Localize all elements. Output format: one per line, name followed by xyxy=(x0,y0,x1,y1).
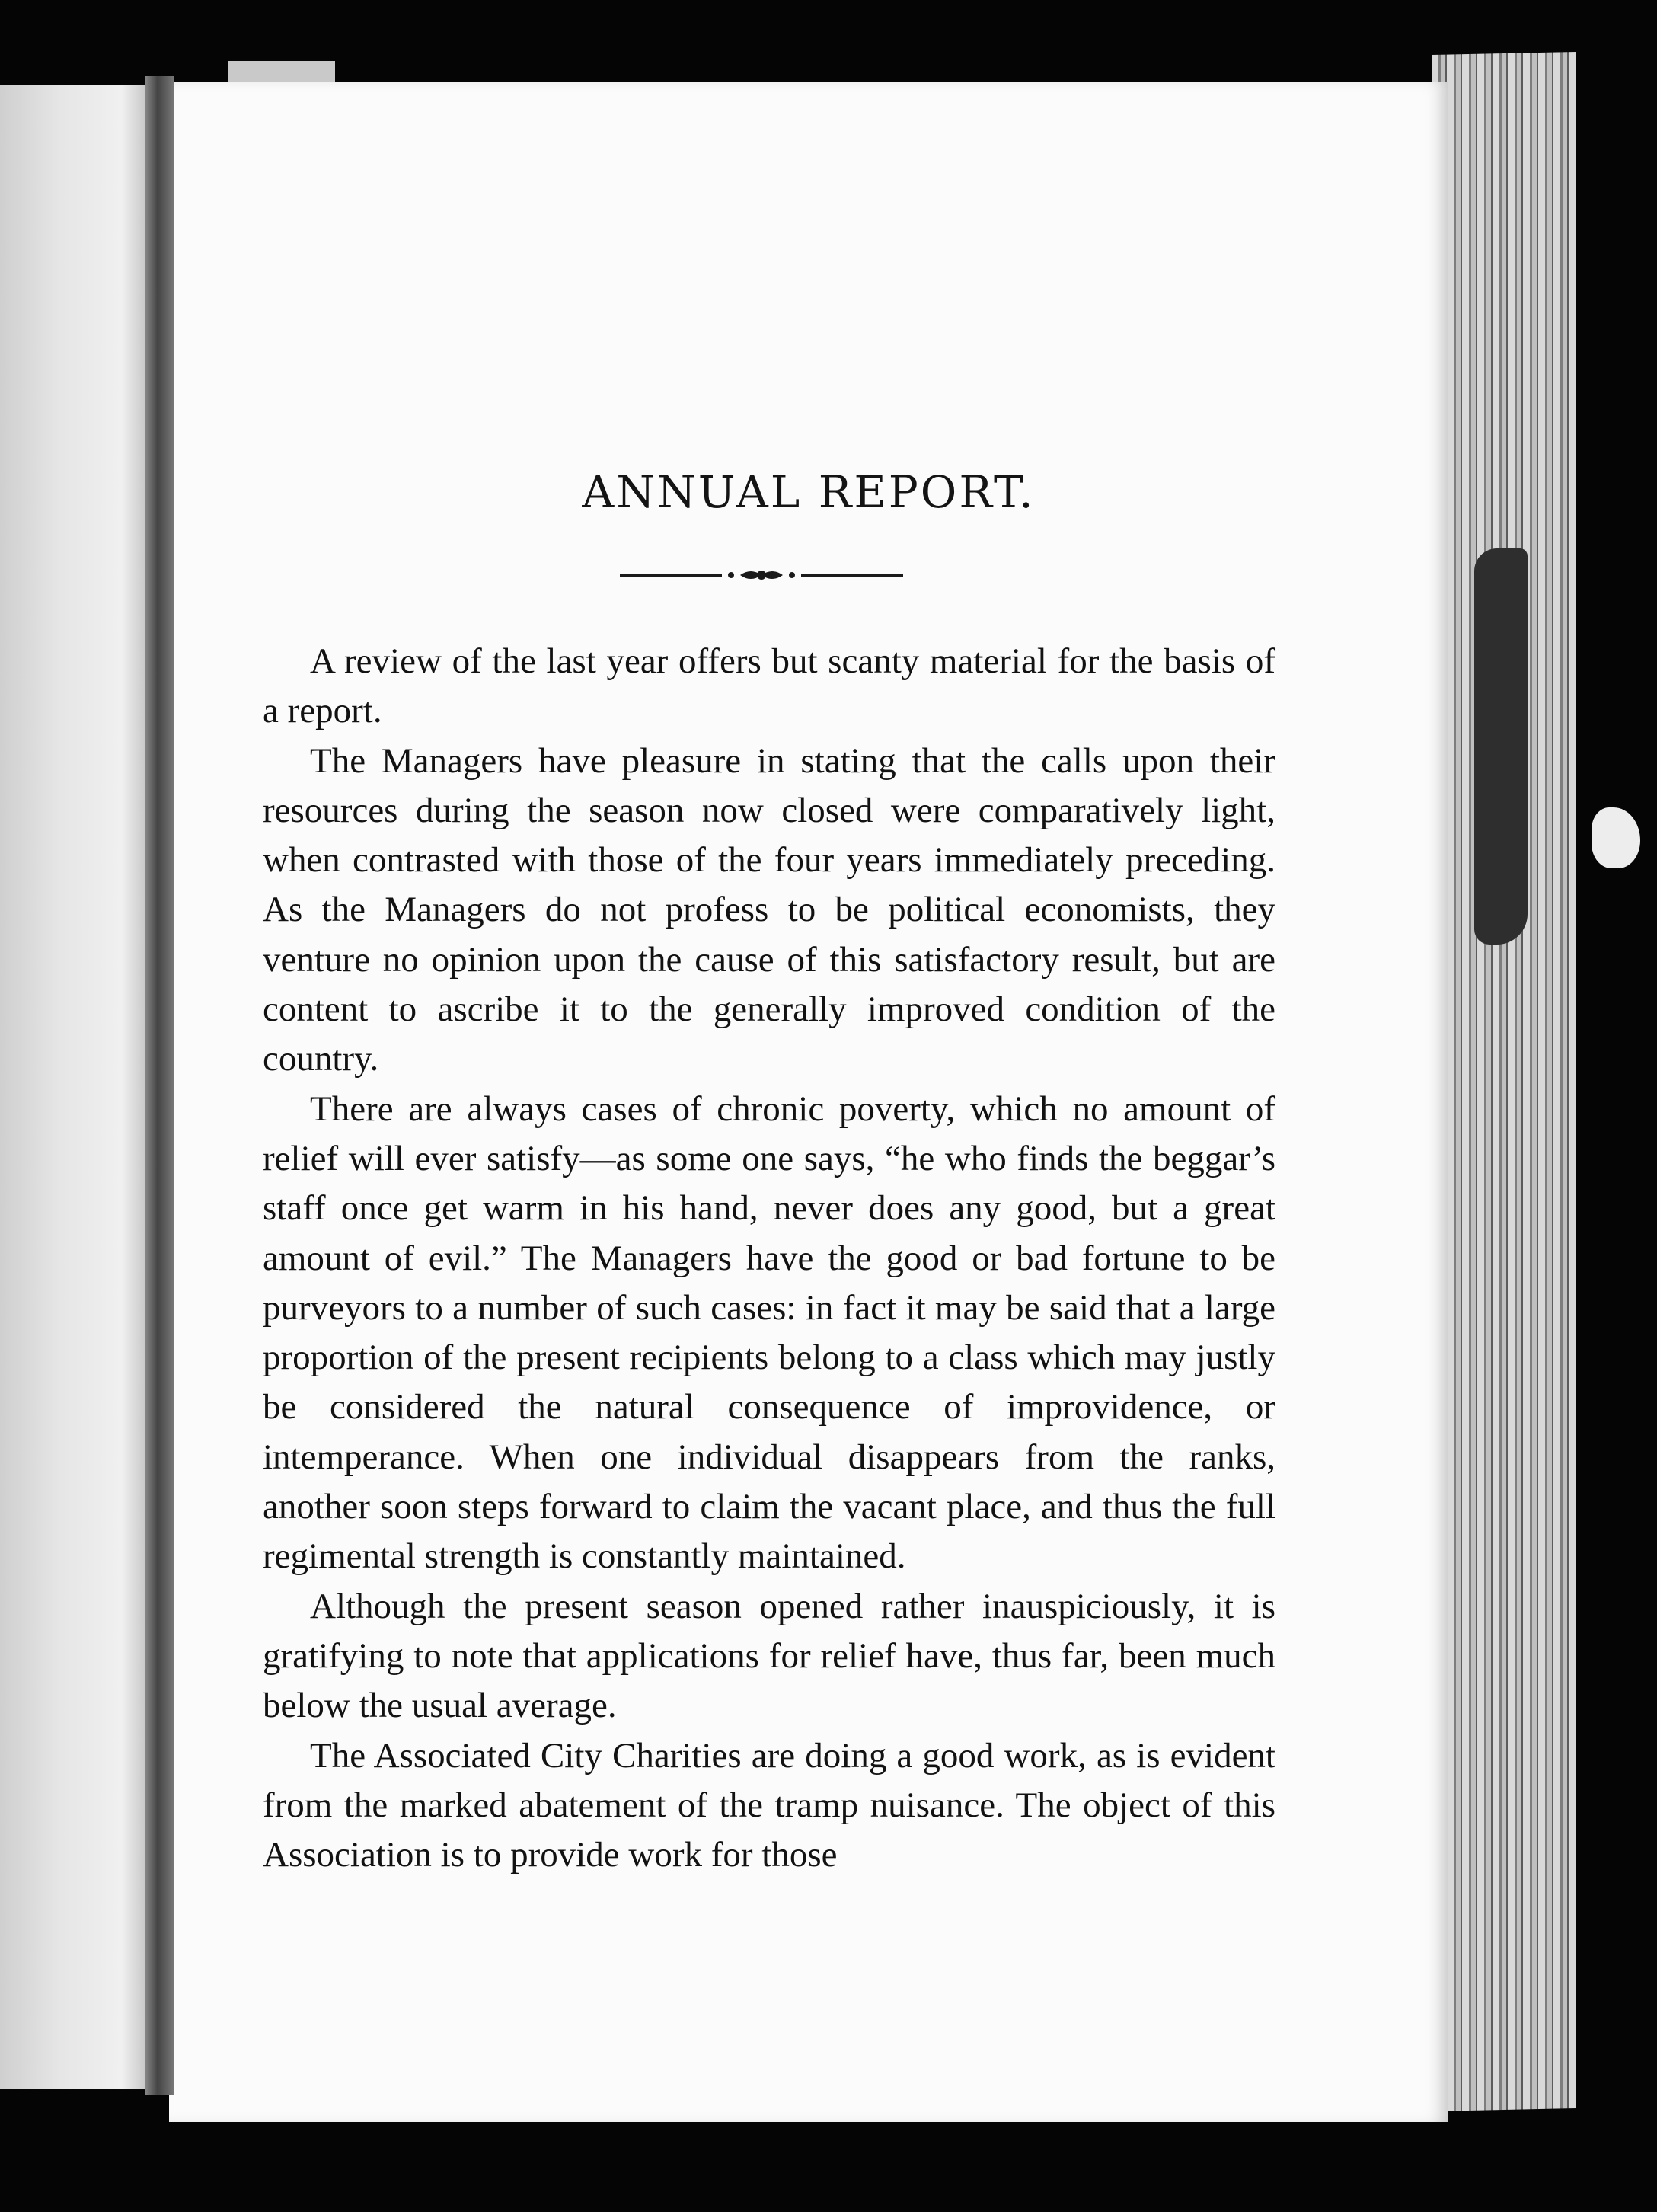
page-edges-stack xyxy=(1432,52,1576,2111)
book-gutter xyxy=(145,76,174,2095)
paragraph-4: Although the present season opened rather inauspiciously, it is gratifying to note that applications for relief have, thus far, been much below the usual average. xyxy=(263,1586,1275,1726)
facing-page-edge xyxy=(0,85,152,2089)
paragraph-1: A review of the last year offers but scanty material for the basis of a report. xyxy=(263,641,1275,731)
paragraph-5: The Associated City Charities are doing a good work, as is evident from the marked abatement of the tramp nuisance. The object of this Association is to provide work for those xyxy=(263,1735,1275,1875)
page-edge-damage xyxy=(1474,548,1528,945)
paragraph-3: There are always cases of chronic poverty, which no amount of relief will ever satisfy—as some one says, “he who finds the beggar’s staff once get warm in his hand, never does any good, but a great amount of evil.” The Managers have the good or bad fortune to be purveyors to a number of such cases: in fact it may be said that a large proportion of the present recipients belong to a class which may justly be considered the natural consequence of improvidence, or intemperance. When one individual disappears from the ranks, another soon steps forward to claim the vacant place, and thus the full regimental strength is constantly maintained. xyxy=(263,1088,1275,1577)
paragraph-2: The Managers have pleasure in stating that the calls upon their resources during the season now closed were comparatively light, when contrasted with those of the four years immediately preceding. As the Managers do not profess to be political economists, they venture no opinion upon the cause of this satisfactory result, but are content to ascribe it to the generally improved condition of the country. xyxy=(263,740,1275,1079)
ornament-divider xyxy=(617,564,906,587)
page-title: ANNUAL REPORT. xyxy=(582,466,1036,518)
report-body xyxy=(263,637,1275,1880)
